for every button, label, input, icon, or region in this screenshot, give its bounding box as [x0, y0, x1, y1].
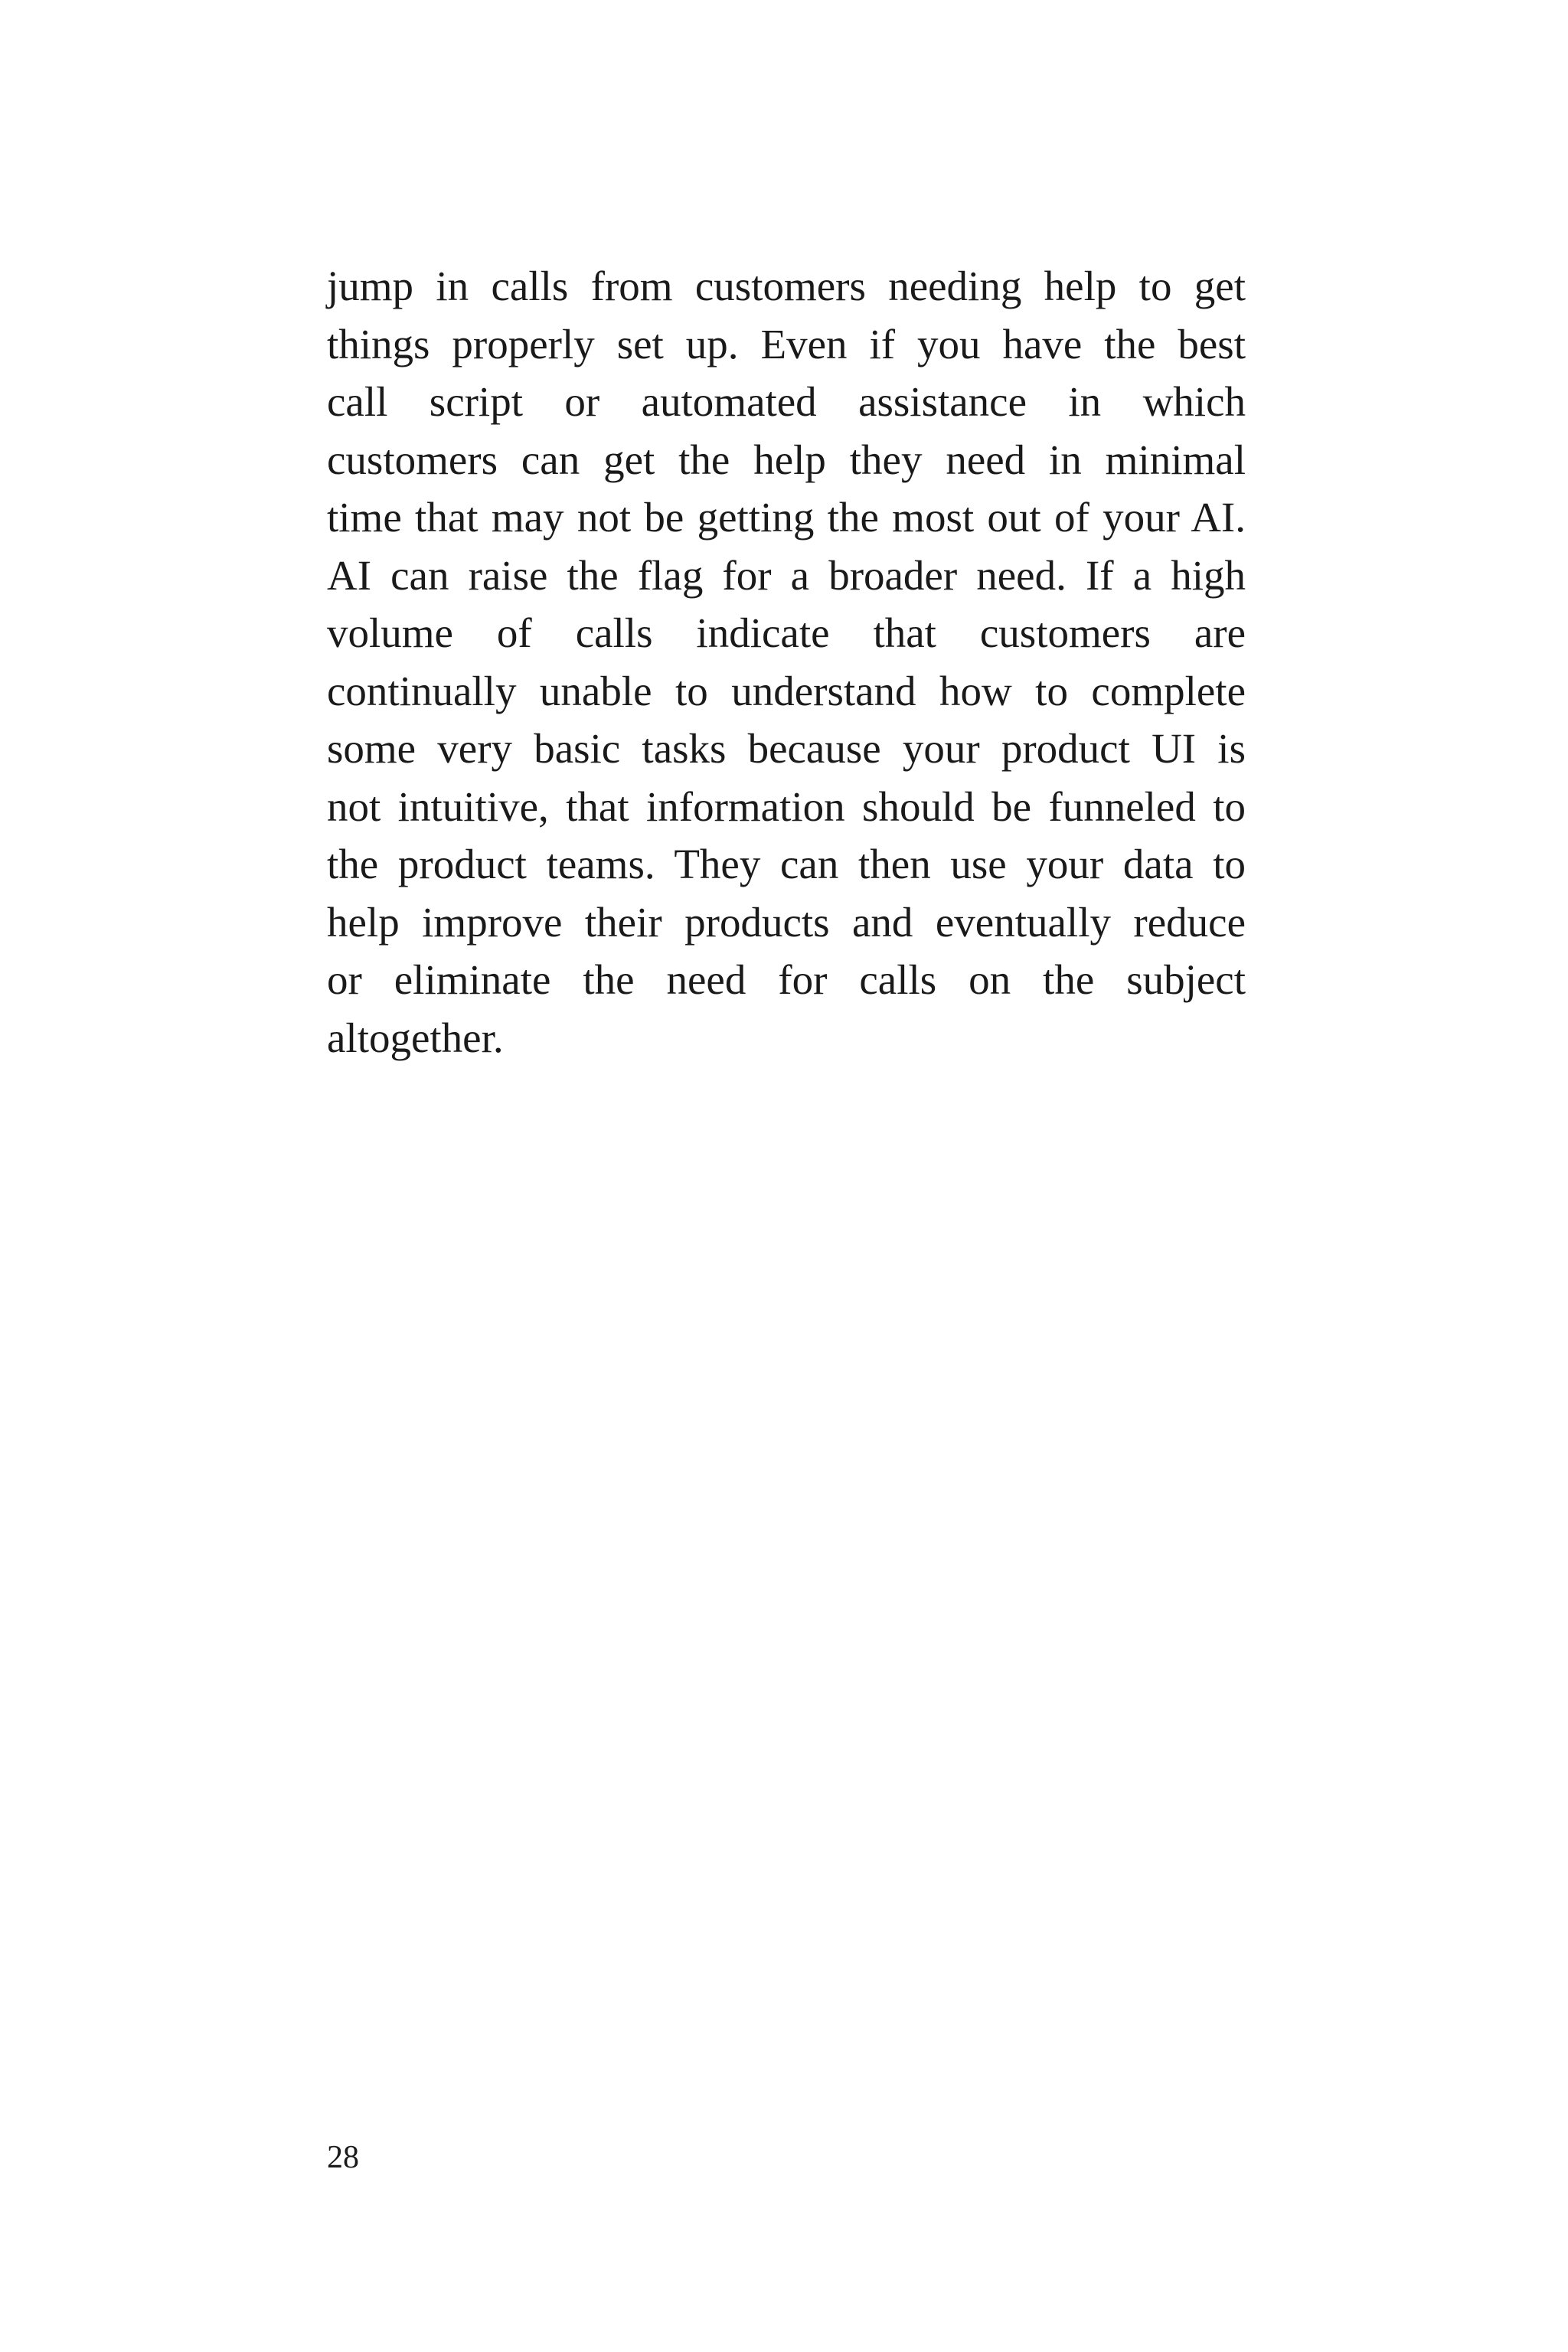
paragraph-line: call script or automated assistance in which	[327, 378, 1246, 425]
page-number: 28	[327, 2140, 359, 2175]
paragraph-line: not intuitive, that information should be funneled to	[327, 782, 1246, 830]
paragraph-line: jump in calls from customers needing help to get	[327, 263, 1246, 309]
paragraph-line: things properly set up. Even if you have the best	[327, 320, 1246, 368]
paragraph-line: AI can raise the flag for a broader need. If a high	[327, 551, 1246, 599]
paragraph-line: customers can get the help they need in minimal	[327, 436, 1246, 483]
paragraph-line: time that may not be getting the most out of your AI.	[327, 494, 1246, 541]
paragraph-line: help improve their products and eventually reduce	[327, 898, 1246, 946]
paragraph-line: volume of calls indicate that customers are	[327, 609, 1246, 656]
paragraph-line: continually unable to understand how to complete	[327, 667, 1246, 714]
paragraph-line: some very basic tasks because your product UI is	[327, 725, 1246, 772]
paragraph-line: the product teams. They can then use your data to	[327, 841, 1246, 887]
paragraph-line: or eliminate the need for calls on the subject	[327, 956, 1246, 1003]
paragraph-line: altogether.	[327, 1014, 504, 1061]
body-paragraph	[327, 257, 1246, 1067]
